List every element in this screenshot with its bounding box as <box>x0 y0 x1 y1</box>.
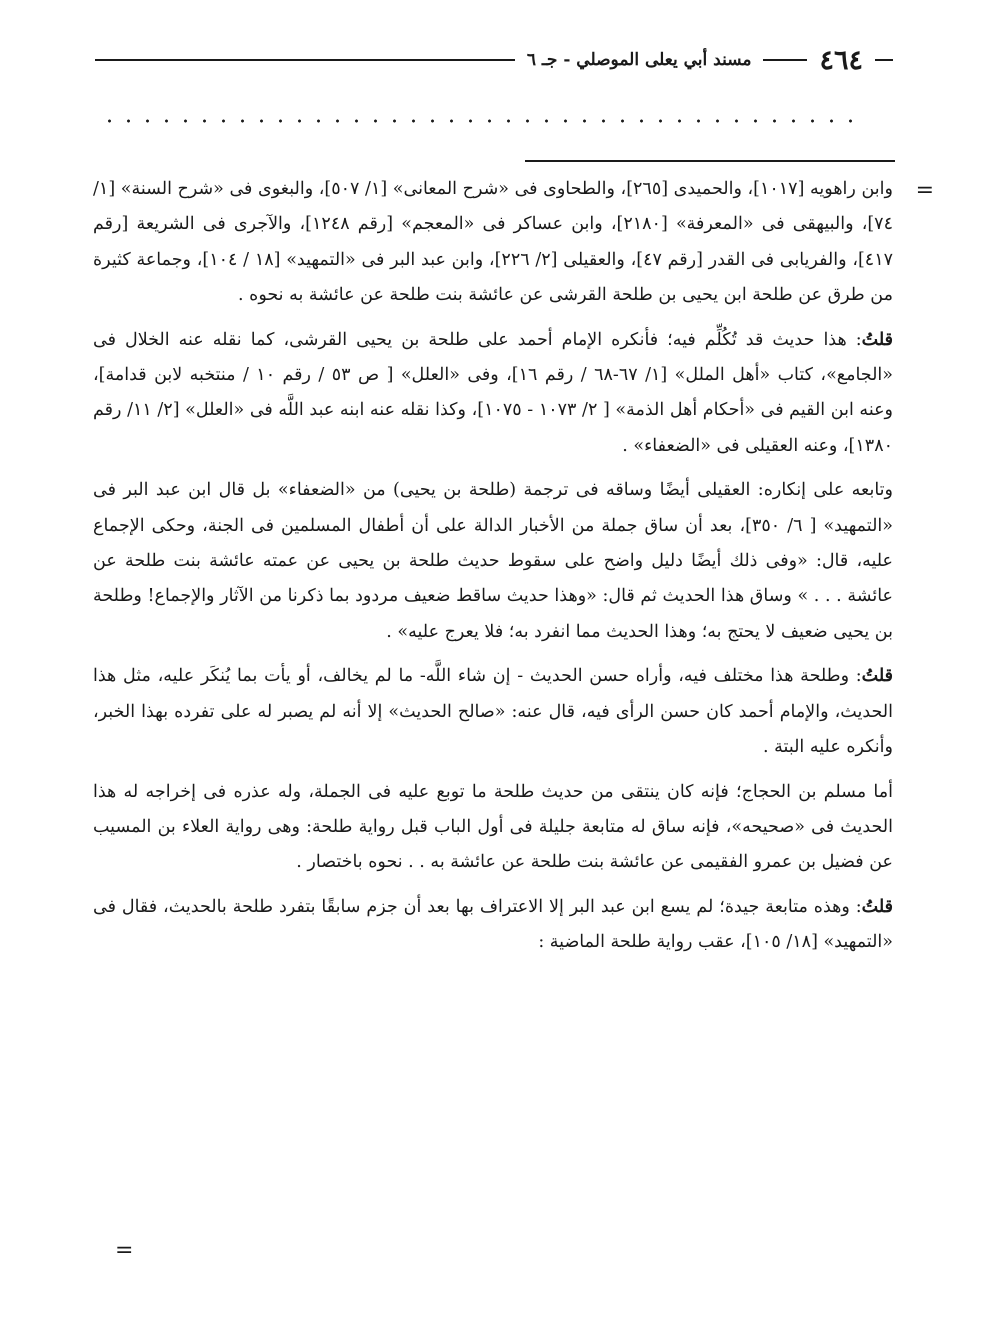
running-title: مسند أبي يعلى الموصلي - جـ ٦ <box>526 50 752 70</box>
paragraph-text: أما مسلم بن الحجاج؛ فإنه كان ينتقى من حديث طلحة ما توبع عليه فى الجملة، وله عذره فى إخراجه له هذا الحديث فى «صحيحه»، فإنه ساق له متابعة جليلة فى أول الباب قبل رواية طلحة: وهى رواية العلاء بن المسيب عن فضيل بن عمرو الفقيمى عن عائشة بنت طلحة عن عائشة به . . نحوه باختصار . <box>93 781 893 873</box>
paragraph <box>93 473 893 650</box>
paragraph-lead: قلتُ <box>861 329 893 350</box>
continuation-marker-top: = <box>915 178 934 203</box>
paragraph <box>93 323 893 465</box>
paragraph-text: : هذا حديث قد تُكُلِّم فيه؛ فأنكره الإمام أحمد على طلحة بن يحيى القرشى، كما نقله عنه الخلال فى «الجامع»، كتاب «أهل الملل» [١/ ٦٧-٦٨ / رقم ١٦]، وفى «العلل» [ ص ٥٣ / رقم ١٠ / منتخبه لابن قدامة]، وعنه ابن القيم فى «أحكام أهل الذمة» [ ٢/ ١٠٧٣ - ١٠٧٥]، وكذا نقله عنه ابنه عبد اللَّه فى «العلل» [٢/ ١١/ رقم ١٣٨٠]، وعنه العقيلى فى «الضعفاء» . <box>93 329 893 456</box>
header-rule-middle <box>763 59 807 61</box>
paragraph-text: وتابعه على إنكاره: العقيلى أيضًا وساقه فى ترجمة (طلحة بن يحيى) من «الضعفاء» بل قال ابن عبد البر فى «التمهيد» [ ٦/ ٣٥٠]، بعد أن ساق جملة من الأخبار الدالة على أن أطفال المسلمين فى الجنة، وحكى الإجماع عليه، قال: «وفى ذلك أيضًا دليل واضح على سقوط حديث طلحة بن يحيى عن عمته عائشة بنت طلحة عن عائشة . . . » وساق هذا الحديث ثم قال: «وهذا حديث ساقط ضعيف مردود بما ذكرنا من الآثار والإجماع! وطلحة بن يحيى ضعيف لا يحتج به؛ وهذا الحديث مما انفرد به؛ فلا يعرج عليه» . <box>93 480 893 642</box>
continuation-marker-bottom: = <box>115 1238 134 1263</box>
footnote-body <box>93 172 893 970</box>
footnote-rule <box>525 160 895 162</box>
header-rule-right <box>875 59 893 61</box>
header-rule-left <box>95 59 515 61</box>
paragraph-text: : وهذه متابعة جيدة؛ لم يسع ابن عبد البر إلا الاعتراف بها بعد أن جزم سابقًا بتفرد طلحة بالحديث، فقال فى «التمهيد» [١٨/ ١٠٥]، عقب رواية طلحة الماضية : <box>93 896 893 953</box>
running-header <box>95 40 893 80</box>
paragraph <box>93 659 893 765</box>
paragraph-lead: قلتُ <box>861 666 893 687</box>
paragraph-lead: قلتُ <box>861 896 893 917</box>
dotted-separator <box>100 114 860 128</box>
paragraph <box>93 775 893 881</box>
paragraph-text: وابن راهويه [١٠١٧]، والحميدى [٢٦٥]، والطحاوى فى «شرح المعانى» [١/ ٥٠٧]، والبغوى فى «شرح السنة» [١/ ٧٤]، والبيهقى فى «المعرفة» [٢١٨٠]، وابن عساكر فى «المعجم» [رقم ١٢٤٨]، والآجرى فى الشريعة [رقم ٤١٧]، والفريابى فى القدر [رقم ٤٧]، والعقيلى [٢/ ٢٢٦]، وابن عبد البر فى «التمهيد» [١٨ / ١٠٤]، وجماعة كثيرة من طرق عن طلحة ابن يحيى بن طلحة القرشى عن عائشة بنت طلحة عن عائشة به نحوه . <box>93 179 893 306</box>
paragraph <box>93 890 893 961</box>
page-number: ٤٦٤ <box>819 44 863 76</box>
paragraph <box>93 172 893 314</box>
paragraph-text: : وطلحة هذا مختلف فيه، وأراه حسن الحديث - إن شاء اللَّه- ما لم يخالف، أو يأت بما يُنكَر عليه، مثل هذا الحديث، والإمام أحمد كان حسن الرأى فيه، قال عنه: «صالح الحديث» إلا أنه لم يصبر له على تفرده بهذا الخبر، وأنكره عليه البتة . <box>93 666 893 758</box>
